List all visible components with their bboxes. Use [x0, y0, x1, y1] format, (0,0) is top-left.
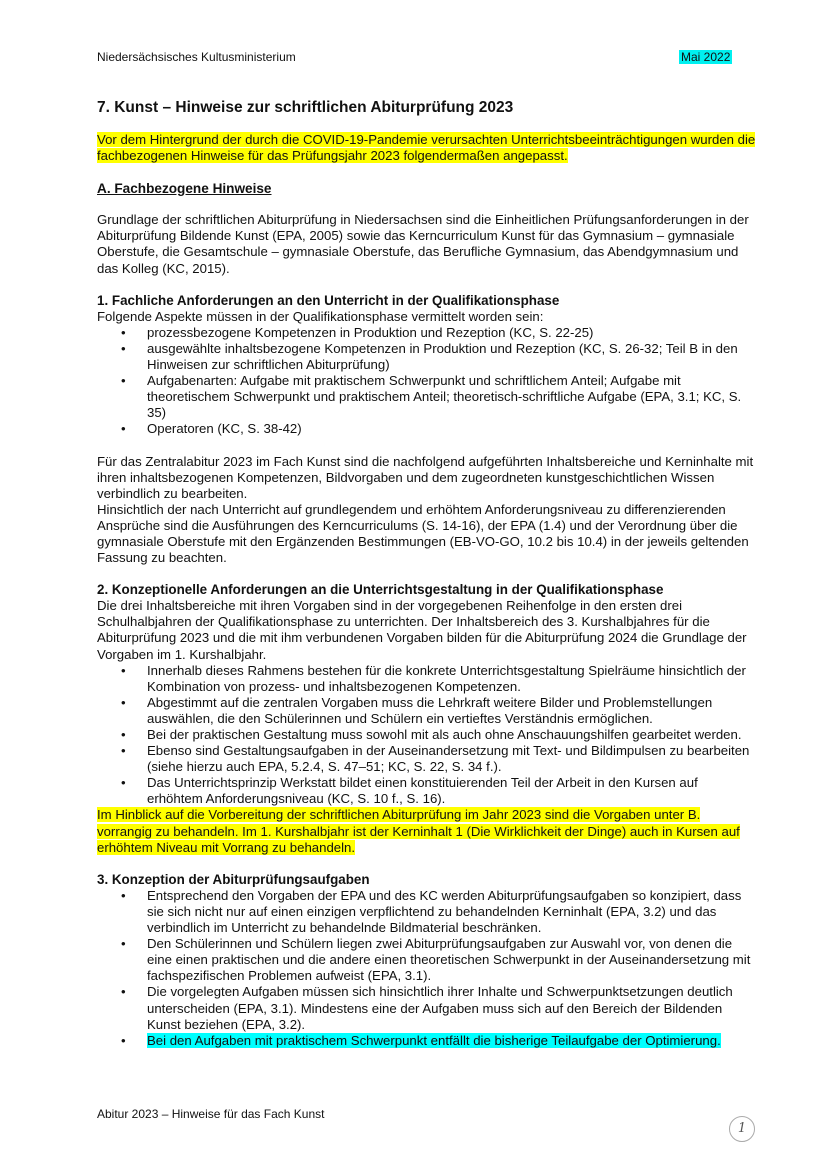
section-1-heading: 1. Fachliche Anforderungen an den Unterricht in der Qualifikationsphase: [97, 292, 560, 308]
section-1-paragraph-1: Für das Zentralabitur 2023 im Fach Kunst sind die nachfolgend aufgeführten Inhaltsbereiche und Kerninhalte mit ihren inhaltsbezogenen Kompetenzen, Bildvorgaben und dem zugeordneten kunstgeschichtlichen Wissen verbindlich zu bearbeiten.: [97, 453, 754, 501]
list-item: • Das Unterrichtsprinzip Werkstatt bildet einen konstituierenden Teil der Arbeit in den Kursen auf erhöhtem Anforderungsniveau (KC, S. 10 f., S. 16).: [121, 775, 698, 807]
section-2-notice: [97, 807, 757, 855]
list-item: • Die vorgelegten Aufgaben müssen sich hinsichtlich ihrer Inhalte und Schwerpunktsetzungen deutlich unterscheiden (EPA, 3.1). Mindestens eine der Aufgaben muss sich auf den Bereich der Bildenden Kunst beziehen (EPA, 3.2).: [121, 984, 733, 1032]
intro-notice: [97, 132, 757, 164]
header-date: Mai 2022: [681, 50, 731, 64]
list-item: • Den Schülerinnen und Schülern liegen zwei Abiturprüfungsaufgaben zur Auswahl vor, von denen die eine einen praktischen und die andere einen theoretischen Schwerpunkt in der Auseinandersetzung mit fachspezifischen Problemen aufweist (EPA, 3.1).: [121, 936, 751, 984]
section-2-lead: Die drei Inhaltsbereiche mit ihren Vorgaben sind in der vorgegebenen Reihenfolge in den ersten drei Schulhalbjahren der Qualifikationsphase zu unterrichten. Der Inhaltsbereich des 3. Kurshalbjahres für die Abiturprüfung 2023 und die mit ihm verbundenen Vorgaben bilden für die Abiturprüfung 2024 die Grundlage der Vorgaben im 1. Kurshalbjahr.: [97, 598, 747, 662]
section-1-list: [97, 325, 757, 438]
section-2-highlight: Im Hinblick auf die Vorbereitung der schriftlichen Abiturprüfung im Jahr 2023 sind die Vorgaben unter B. vorrangig zu behandeln. Im 1. Kurshalbjahr ist der Kerninhalt 1 (Die Wirklichkeit der Dinge) auch in Kursen auf erhöhtem Niveau mit Vorrang zu behandeln.: [97, 807, 740, 855]
section-a-heading: A. Fachbezogene Hinweise: [97, 181, 272, 197]
list-item: • Operatoren (KC, S. 38-42): [121, 421, 302, 437]
section-3-list: [97, 888, 757, 1049]
section-2-list: [97, 663, 757, 808]
footer-text: Abitur 2023 – Hinweise für das Fach Kunst: [97, 1107, 325, 1121]
list-item: • prozessbezogene Kompetenzen in Produktion und Rezeption (KC, S. 22-25): [121, 324, 594, 340]
section-3-heading: 3. Konzeption der Abiturprüfungsaufgaben: [97, 871, 370, 887]
list-item: • ausgewählte inhaltsbezogene Kompetenzen in Produktion und Rezeption (KC, S. 26-32; Teil B in den Hinweisen zur schriftlichen Abiturprüfung): [121, 340, 738, 373]
section-a-paragraph: Grundlage der schriftlichen Abiturprüfung in Niedersachsen sind die Einheitlichen Prüfungsanforderungen in der Abiturprüfung Bildende Kunst (EPA, 2005) sowie das Kerncurriculum Kunst für das Gymnasium – gymnasiale Oberstufe, die Gesamtschule – gymnasiale Oberstufe, das Berufliche Gymnasium, das Abendgymnasium und das Kolleg (KC, 2015).: [97, 212, 749, 276]
list-item: • Aufgabenarten: Aufgabe mit praktischem Schwerpunkt und schriftlichem Anteil; Aufgabe mit theoretischem Schwerpunkt und praktischem Anteil; theoretisch-schriftliche Aufgabe (EPA, 3.1; KC, S. 35): [121, 373, 742, 421]
section-2-heading: 2. Konzeptionelle Anforderungen an die Unterrichtsgestaltung in der Qualifikationsphase: [97, 582, 664, 598]
list-item: • Entsprechend den Vorgaben der EPA und des KC werden Abiturprüfungsaufgaben so konzipiert, dass sie sich nicht nur auf einen einzigen verpflichtend zu behandelnden Kerninhalt (EPA, 3.2) und das verbindlich im Unterricht zu behandelnde Bildmaterial beschränken.: [121, 887, 742, 936]
list-item: • Bei der praktischen Gestaltung muss sowohl mit als auch ohne Anschauungshilfen gearbeitet werden.: [121, 727, 742, 742]
page-number: 1: [729, 1116, 755, 1142]
header-ministry: Niedersächsisches Kultusministerium: [97, 50, 296, 64]
intro-highlight: Vor dem Hintergrund der durch die COVID-19-Pandemie verursachten Unterrichtsbeeinträchtigungen wurden die fachbezogenen Hinweise für das Prüfungsjahr 2023 folgendermaßen angepasst.: [97, 132, 756, 164]
list-item: • Ebenso sind Gestaltungsaufgaben in der Auseinandersetzung mit Text- und Bildimpulsen zu bearbeiten (siehe hierzu auch EPA, 5.2.4, S. 47–51; KC, S. 22, S. 34 f.).: [121, 743, 750, 775]
list-item: • Bei den Aufgaben mit praktischem Schwerpunkt entfällt die bisherige Teilaufgabe der Optimierung.: [121, 1032, 721, 1048]
page-title: 7. Kunst – Hinweise zur schriftlichen Abiturprüfung 2023: [97, 99, 514, 116]
section-1-paragraph-2: Hinsichtlich der nach Unterricht auf grundlegendem und erhöhtem Anforderungsniveau zu differenzierenden Ansprüche sind die Ausführungen des Kerncurriculums (S. 14-16), der EPA (1.4) und der Verordnung über die gymnasiale Oberstufe mit den Ergänzenden Bestimmungen (EB-VO-GO, 10.2 bis 10.4) in der jeweils geltenden Fassung zu beachten.: [97, 501, 749, 566]
list-item: • Abgestimmt auf die zentralen Vorgaben muss die Lehrkraft weitere Bilder und Problemstellungen auswählen, die den Schülerinnen und Schülern ein vertieftes Verständnis ermöglichen.: [121, 694, 713, 726]
section-3-highlight: Bei den Aufgaben mit praktischem Schwerpunkt entfällt die bisherige Teilaufgabe der Optimierung.: [147, 1032, 721, 1048]
section-1-lead: Folgende Aspekte müssen in der Qualifikationsphase vermittelt worden sein:: [97, 308, 544, 324]
list-item: • Innerhalb dieses Rahmens bestehen für die konkrete Unterrichtsgestaltung Spielräume hinsichtlich der Kombination von prozess- und inhaltsbezogenen Kompetenzen.: [121, 662, 746, 694]
document-body: [97, 98, 757, 1049]
